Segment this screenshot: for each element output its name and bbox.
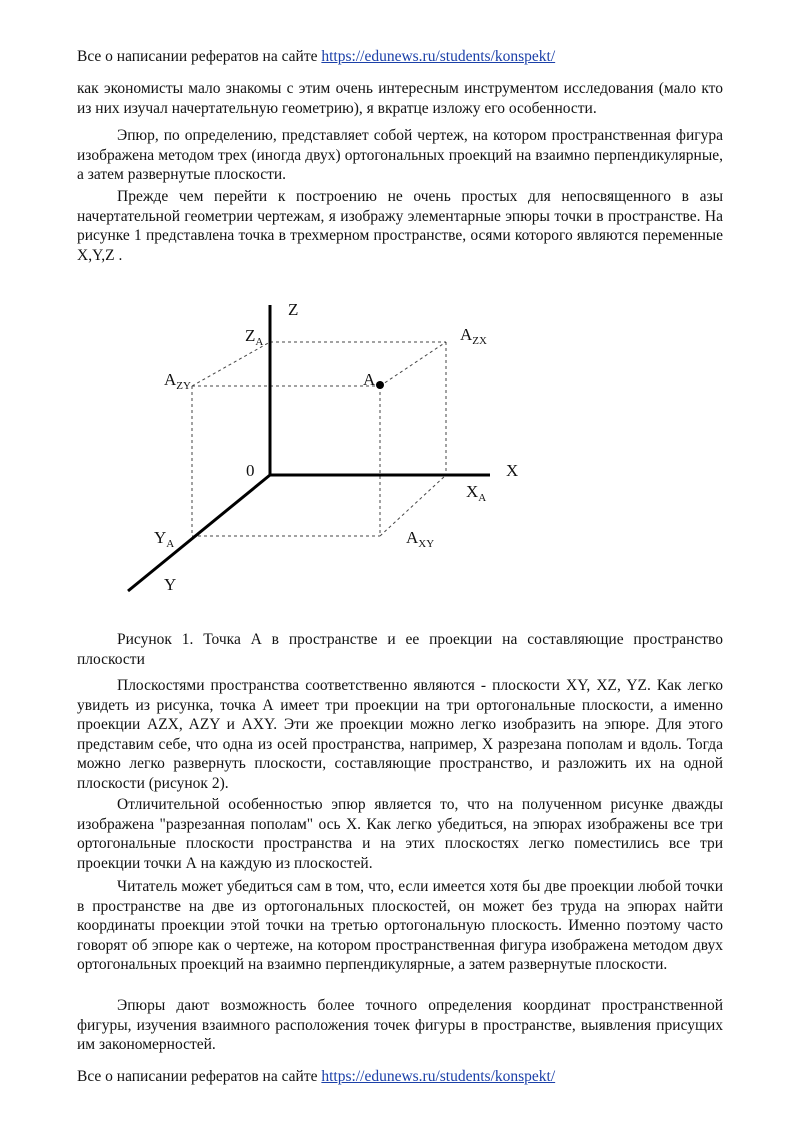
axes xyxy=(128,305,490,591)
paragraph-epure-definition: Эпюр, по определению, представляет собой чертеж, на котором пространственная фигура изображена методом трех (иногда двух) ортогональных проекций на взаимно перпендикулярные, а затем развернутые плоскости. xyxy=(77,127,723,184)
label-z: Z xyxy=(288,300,299,319)
paragraph-feature: Отличительной особенностью эпюр является то, что на полученном рисунке дважды изображена "разрезанная пополам" ось X. Как легко убедиться, на эпюрах изображены все три ортогональные плоскости пространства и на этих плоскостях легко поместились все три проекции точки А на каждую из плоскостей. xyxy=(77,796,723,872)
label-a: A xyxy=(363,370,376,389)
label-azy: $A_{ZY}$ xyxy=(164,370,191,392)
figure-point-projections xyxy=(110,285,530,605)
page-header xyxy=(77,46,555,68)
page-footer xyxy=(77,1066,555,1088)
paragraph-point-intro: Прежде чем перейти к построению не очень простых для непосвященного в азы начертательной геометрии чертежам, я изображу элементарные эпюры точки в пространстве. На рисунке 1 представлена точка в трехмерном пространстве, осями которого являются переменные X,Y,Z . xyxy=(77,188,723,264)
paragraph-planes: Плоскостями пространства соответственно являются - плоскости XY, XZ, YZ. Как легко увидеть из рисунка, точка А имеет три проекции на три ортогональные плоскости, а именно проекции AZX, AZY и AXY. Эти же проекции можно легко изобразить на эпюре. Для этого представим себе, что одна из осей пространства, например, X разрезана пополам и вдоль. Тогда можно легко развернуть плоскости, составляющие пространство, и разложить их на одной плоскости (рисунок 2). xyxy=(77,677,723,792)
label-xa: $X_A$ xyxy=(466,482,487,504)
point-a xyxy=(376,381,384,389)
axis-y xyxy=(128,475,270,591)
paragraph-reader: Читатель может убедиться сам в том, что, если имеется хотя бы две проекции любой точки в пространстве на две из ортогональных плоскостей, он может без труда на эпюрах найти координаты проекции этой точки на третью ортогональную плоскость. Именно поэтому часто говорят об эпюре как о чертеже, на котором пространственная фигура изображена методом двух ортогональных проекций на взаимно перпендикулярные, а затем развернутые плоскости. xyxy=(77,878,723,974)
label-axy: $A_{XY}$ xyxy=(406,528,435,550)
figure-caption: Рисунок 1. Точка А в пространстве и ее проекции на составляющие пространство плоскости xyxy=(77,631,723,668)
header-text: Все о написании рефератов на сайте xyxy=(77,48,322,65)
footer-link[interactable]: https://edunews.ru/students/konspekt/ xyxy=(321,1068,556,1085)
paragraph-intro: как экономисты мало знакомы с этим очень интересным инструментом исследования (мало кто из них изучал начертательную геометрию), я вкратце изложу его особенности. xyxy=(77,80,723,117)
label-azx: $A_{ZX}$ xyxy=(460,325,487,347)
header-link[interactable]: https://edunews.ru/students/konspekt/ xyxy=(321,48,556,65)
label-y: Y xyxy=(164,575,177,594)
footer-text: Все о написании рефератов на сайте xyxy=(77,1068,322,1085)
label-ya: $Y_A$ xyxy=(154,528,175,550)
label-x: X xyxy=(506,461,519,480)
paragraph-conclusion: Эпюры дают возможность более точного определения координат пространственной фигуры, изучения взаимного расположения точек фигуры в пространстве, выявления присущих им закономерностей. xyxy=(77,997,723,1054)
label-origin: 0 xyxy=(246,461,255,480)
label-za: $Z_A$ xyxy=(245,326,264,348)
